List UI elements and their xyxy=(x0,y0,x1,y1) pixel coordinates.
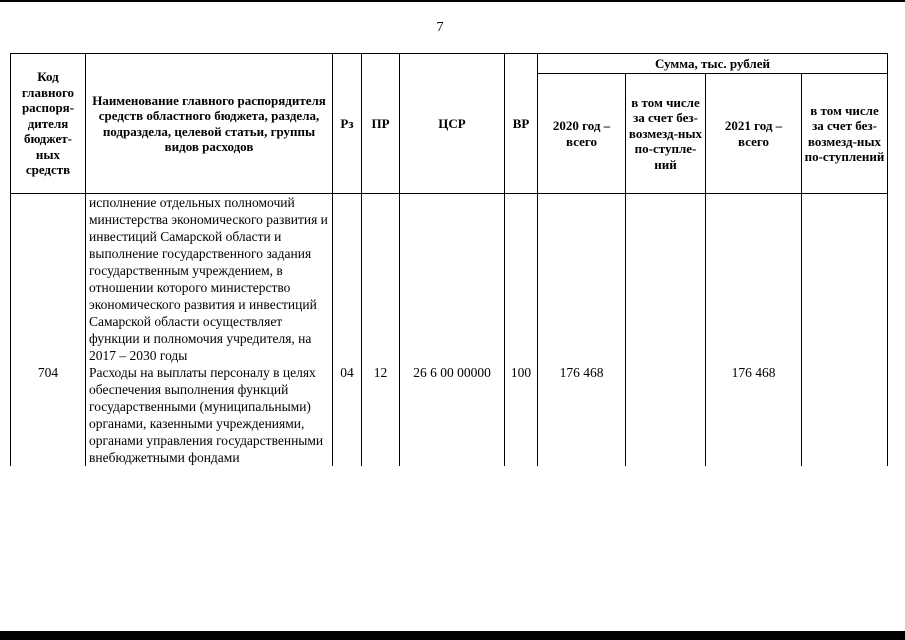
header-2020-total: 2020 год – всего xyxy=(538,74,626,194)
cell-2021-free xyxy=(802,194,888,365)
table-row xyxy=(11,194,888,365)
budget-table xyxy=(10,53,888,466)
cell-code xyxy=(11,194,86,365)
header-csr: ЦСР xyxy=(400,54,505,194)
cell-name: Расходы на выплаты персоналу в целях обеспечения выполнения функций государственными (муниципальными) органами, казенными учреждениями, органами управления государственными внебюджетными фондами xyxy=(86,364,333,466)
bottom-bar xyxy=(0,631,905,640)
page-number: 7 xyxy=(436,20,444,35)
header-2021-total: 2021 год – всего xyxy=(706,74,802,194)
cell-csr: 26 6 00 00000 xyxy=(400,364,505,466)
header-2021-free: в том числе за счет без-возмезд-ных по-ступлений xyxy=(802,74,888,194)
header-row-top xyxy=(11,54,888,74)
cell-2020-free xyxy=(626,194,706,365)
cell-2020-total: 176 468 xyxy=(538,364,626,466)
header-pr: ПР xyxy=(362,54,400,194)
cell-pr xyxy=(362,194,400,365)
header-rz: Рз xyxy=(333,54,362,194)
cell-2021-total: 176 468 xyxy=(706,364,802,466)
cell-pr: 12 xyxy=(362,364,400,466)
header-sum-group: Сумма, тыс. рублей xyxy=(538,54,888,74)
cell-vr: 100 xyxy=(505,364,538,466)
cell-rz xyxy=(333,194,362,365)
header-2020-free: в том числе за счет без-возмезд-ных по-ступле-ний xyxy=(626,74,706,194)
cell-csr xyxy=(400,194,505,365)
cell-name: исполнение отдельных полномочий министерства экономического развития и инвестиций Самарской области и выполнение государственного задания государственным учреждением, в отношении которого министерство экономического развития и инвестиций Самарской области осуществляет функции и полномочия учредителя, на 2017 – 2030 годы xyxy=(86,194,333,365)
cell-rz: 04 xyxy=(333,364,362,466)
cell-2020-total xyxy=(538,194,626,365)
table-row xyxy=(11,364,888,466)
cell-2020-free xyxy=(626,364,706,466)
header-name: Наименование главного распорядителя средств областного бюджета, раздела, подраздела, целевой статьи, группы видов расходов xyxy=(86,54,333,194)
header-code: Код главного распоря-дителя бюджет-ных средств xyxy=(11,54,86,194)
cell-code: 704 xyxy=(11,364,86,466)
top-rule xyxy=(0,0,905,2)
cell-2021-free xyxy=(802,364,888,466)
cell-2021-total xyxy=(706,194,802,365)
header-vr: ВР xyxy=(505,54,538,194)
cell-vr xyxy=(505,194,538,365)
